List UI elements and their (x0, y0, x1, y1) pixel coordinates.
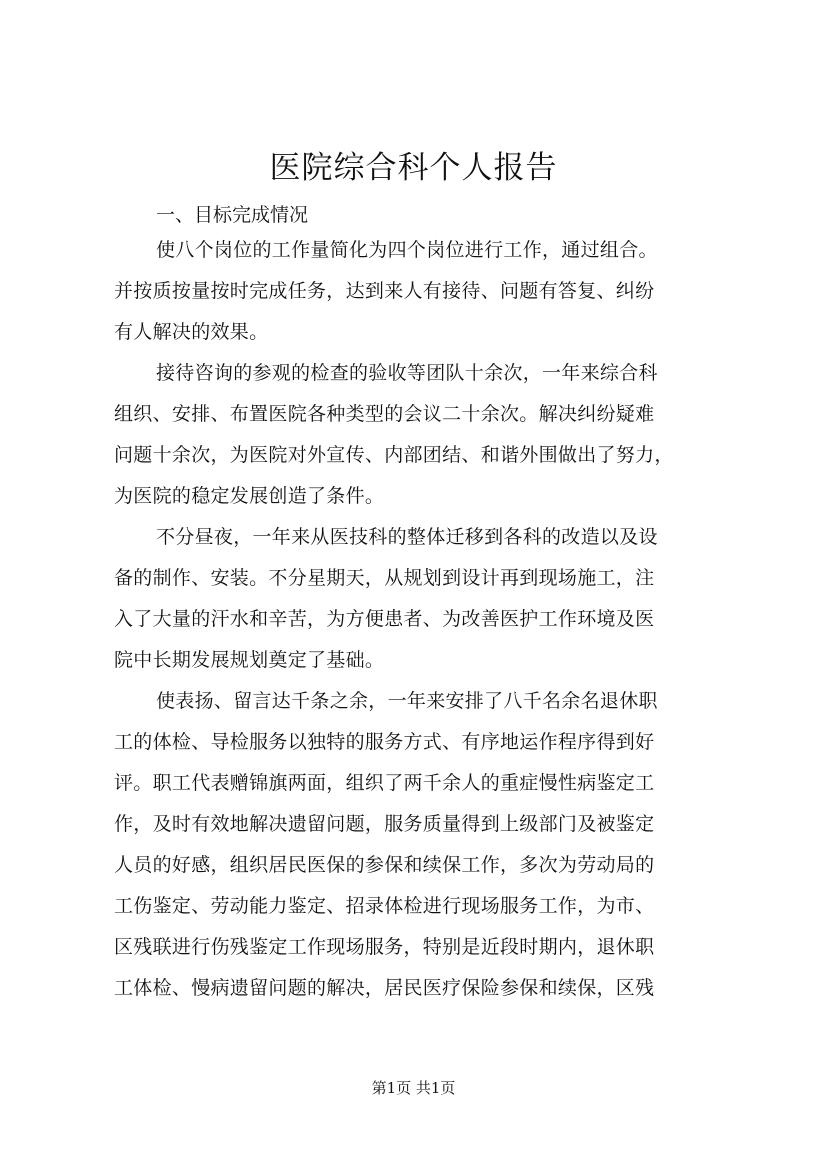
text-line: 人员的好感，组织居民医保的参保和续保工作，多次为劳动局的 (114, 854, 655, 876)
text-line: 问题十余次，为医院对外宣传、内部团结、和谐外围做出了努力， (114, 444, 674, 466)
text-line: 组织、安排、布置医院各种类型的会议二十余次。解决纠纷疑难 (114, 403, 655, 425)
paragraph-3 (114, 517, 728, 681)
text-line: 并按质按量按时完成任务，达到来人有接待、问题有答复、纠纷 (114, 280, 655, 302)
text-line: 区残联进行伤残鉴定工作现场服务，特别是近段时期内，退休职 (114, 936, 655, 958)
text-line: 有人解决的效果。 (114, 321, 269, 343)
text-line: 作，及时有效地解决遗留问题，服务质量得到上级部门及被鉴定 (114, 813, 655, 835)
paragraph-4 (114, 681, 728, 1009)
text-line: 使八个岗位的工作量简化为四个岗位进行工作，通过组合。 (156, 239, 658, 261)
document-body (114, 200, 728, 1009)
text-line: 入了大量的汗水和辛苦，为方便患者、为改善医护工作环境及医 (114, 608, 655, 630)
section-heading: 一、目标完成情况 (156, 204, 309, 226)
text-line: 备的制作、安装。不分星期天，从规划到设计再到现场施工，注 (114, 567, 655, 589)
page-footer: 第1页 共1页 (371, 1079, 456, 1097)
text-line: 工的体检、导检服务以独特的服务方式、有序地运作程序得到好 (114, 731, 655, 753)
text-line: 工伤鉴定、劳动能力鉴定、招录体检进行现场服务工作，为市、 (114, 895, 655, 917)
text-line: 院中长期发展规划奠定了基础。 (114, 649, 385, 671)
document-title: 医院综合科个人报告 (269, 150, 558, 186)
text-line: 使表扬、留言达千条之余，一年来安排了八千名余名退休职 (156, 690, 658, 712)
text-line: 评。职工代表赠锦旗两面，组织了两千余人的重症慢性病鉴定工 (114, 772, 655, 794)
text-line: 不分昼夜，一年来从医技科的整体迁移到各科的改造以及设 (156, 526, 658, 548)
text-line: 接待咨询的参观的检查的验收等团队十余次，一年来综合科 (156, 362, 658, 384)
paragraph-2 (114, 353, 728, 517)
paragraph-1 (114, 230, 728, 353)
text-line: 工体检、慢病遗留问题的解决，居民医疗保险参保和续保，区残 (114, 977, 655, 999)
text-line: 为医院的稳定发展创造了条件。 (114, 485, 385, 507)
